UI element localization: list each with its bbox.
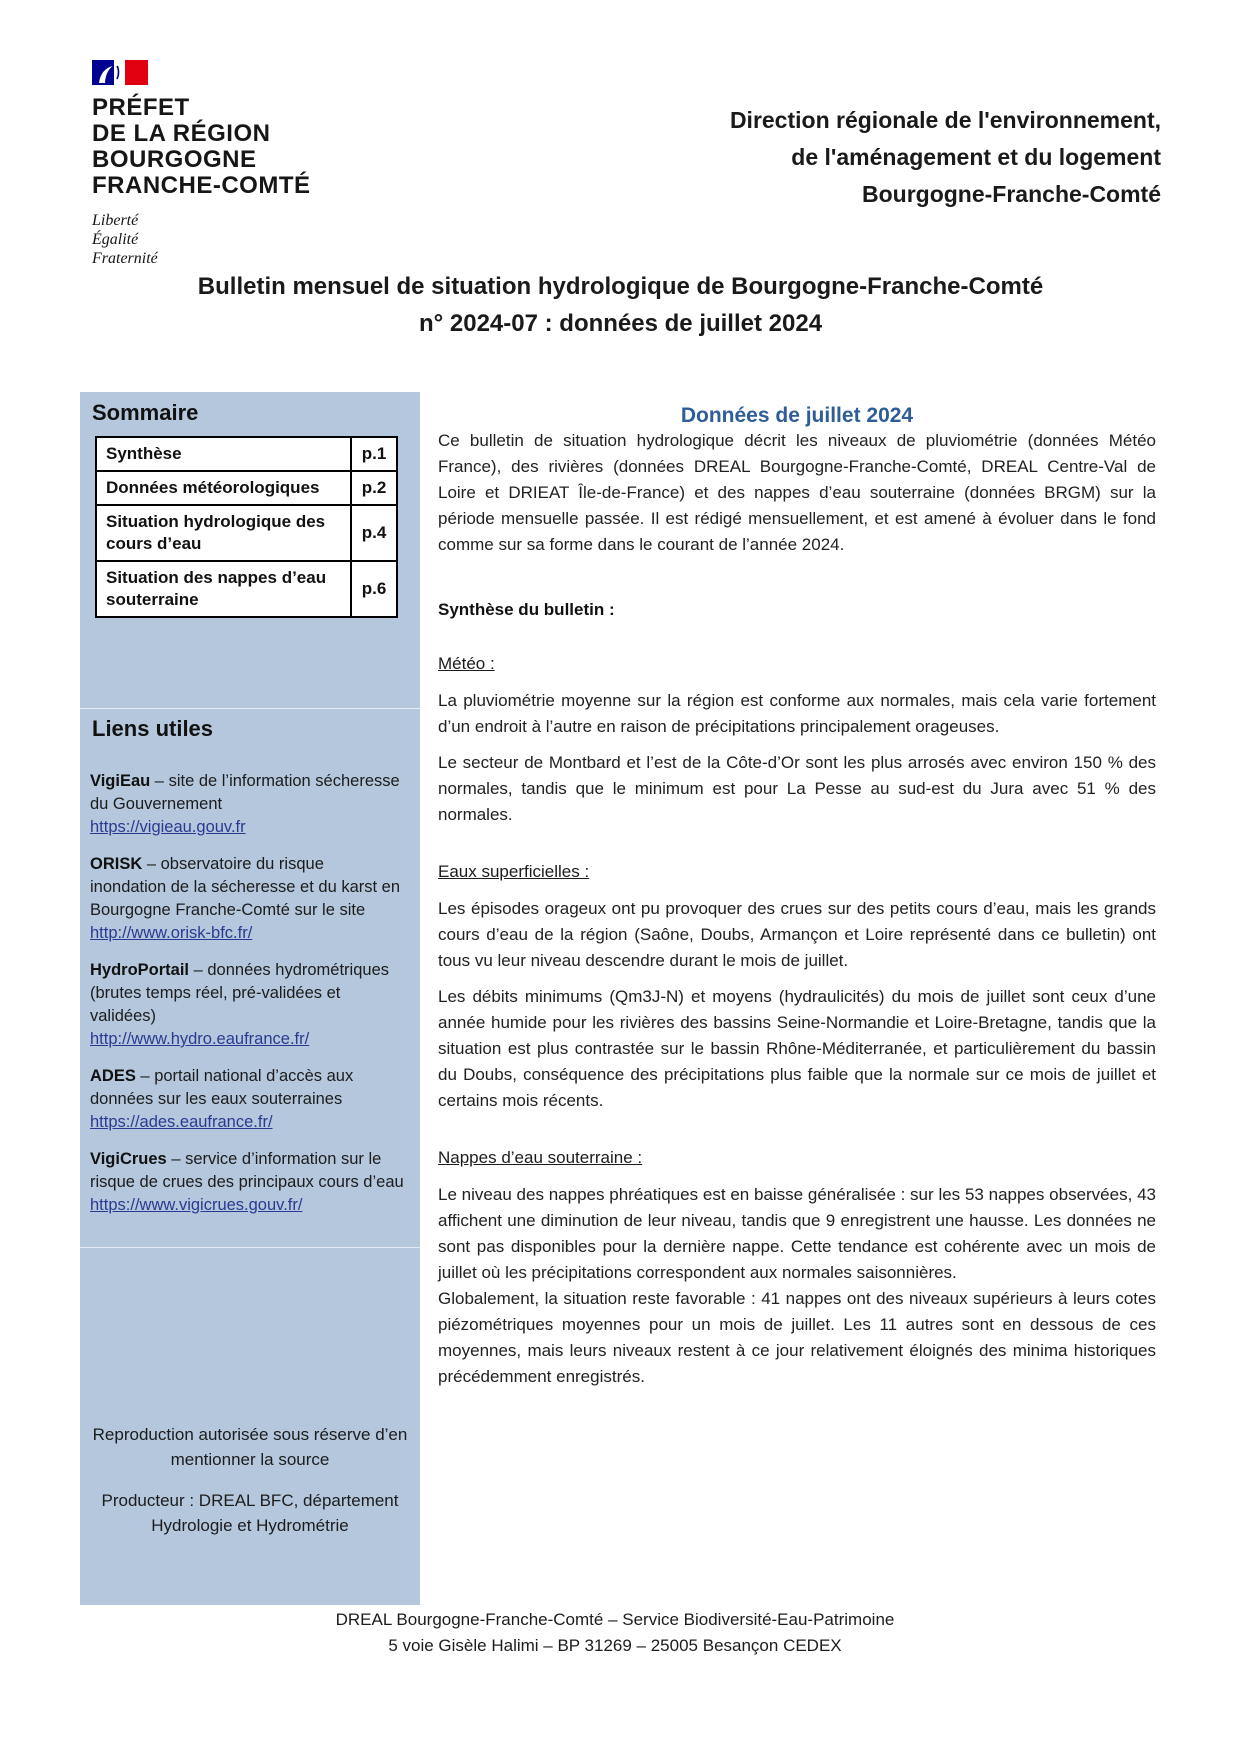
link-name: HydroPortail [90,961,190,979]
sidebar-divider [80,1247,420,1248]
footer-line: 5 voie Gisèle Halimi – BP 31269 – 25005 Besançon CEDEX [388,1636,842,1655]
link-desc: – portail national d’accès aux données sur les eaux souterraines [90,1067,354,1108]
eaux-paragraph: Les épisodes orageux ont pu provoquer des crues sur des petits cours d’eau, mais les grands cours d’eau de la région (Saône, Doubs, Armançon et Loire représenté dans ce bulletin) ont tous vu leur niveau descendre durant le mois de juillet. [438,899,1156,970]
toc-row-nappes [96,561,397,617]
link-url-vigieau[interactable]: https://vigieau.gouv.fr [90,818,246,836]
meteo-paragraph: La pluviométrie moyenne sur la région est conforme aux normales, mais cela varie fortement d’un endroit à l’autre en raison de précipitations principalement orageuses. [438,691,1156,736]
section-title-nappes: Nappes d’eau souterraine : [438,1148,643,1167]
prefet-line: FRANCHE-COMTÉ [92,172,311,199]
link-url-vigicrues[interactable]: https://www.vigicrues.gouv.fr/ [90,1196,303,1214]
prefet-line: PRÉFET [92,94,190,121]
toc-page-number: p.2 [351,471,397,505]
month-heading: Données de juillet 2024 [680,404,914,427]
link-name: ADES [90,1067,136,1085]
prefet-line: DE LA RÉGION [92,120,271,147]
toc-page-number: p.6 [351,561,397,617]
toc-row-meteo [96,471,397,505]
toc-label: Situation hydrologique des cours d’eau [96,505,351,561]
issuing-directorate-header [438,102,1161,213]
intro-paragraph: Ce bulletin de situation hydrologique décrit les niveaux de pluviométrie (données Météo France), des rivières (données DREAL Bourgogne-Franche-Comté, DREAL Centre-Val de Loire et DRIEAT Île-de-France) et des nappes d’eau souterraine (données BRGM) sur la période mensuelle passée. Il est rédigé mensuellement, et est amené à évoluer dans le fond comme sur sa forme dans le courant de l’année 2024. [438,431,1156,554]
link-desc: – observatoire du risque inondation de la sécheresse et du karst en Bourgogne Franche-Comté sur le site [90,855,401,919]
meteo-paragraph: Le secteur de Montbard et l’est de la Côte-d’Or sont les plus arrosés avec environ 150 % des normales, tandis que le minimum est pour La Pesse au sud-est du Jura avec 51 % des normales. [438,753,1156,824]
link-name: VigiEau [90,772,151,790]
nappes-paragraph: Globalement, la situation reste favorable : 41 nappes ont des niveaux supérieurs à leurs cotes piézométriques moyennes pour un mois de juillet. Les 11 autres sont en dessous de ces moyennes, mais leurs niveaux restent à ce jour relativement éloignés des minima historiques précédemment enregistrés. [438,1289,1156,1386]
section-meteo [438,654,1156,828]
toc-label: Synthèse [96,437,351,471]
gov-logo [92,60,392,268]
link-desc: – données hydrométriques (brutes temps réel, pré-validées et validées) [90,961,389,1025]
link-item-orisk [90,853,404,945]
footer-line: DREAL Bourgogne-Franche-Comté – Service Biodiversité-Eau-Patrimoine [335,1610,895,1629]
link-item-hydroportail [90,959,404,1051]
link-desc: – site de l’information sécheresse du Gouvernement [90,772,400,813]
liens-utiles-heading: Liens utiles [92,716,214,741]
directorate-line: Direction régionale de l'environnement, [729,107,1161,133]
prefet-line: BOURGOGNE [92,146,257,173]
motto-line: Liberté [92,212,139,229]
sommaire-heading: Sommaire [92,400,199,425]
document-title-line: n° 2024-07 : données de juillet 2024 [418,310,823,337]
motto-line: Fraternité [92,250,158,267]
link-item-vigieau [90,770,404,839]
link-url-hydroportail[interactable]: http://www.hydro.eaufrance.fr/ [90,1030,310,1048]
link-desc: – service d’information sur le risque de crues des principaux cours d’eau [90,1150,404,1191]
eaux-paragraph: Les débits minimums (Qm3J-N) et moyens (hydraulicités) du mois de juillet sont ceux d’une année humide pour les rivières des bassins Seine-Normandie et Loire-Bretagne, tandis que la situation est plus contrastée sur le bassin Rhône-Méditerranée, et particulièrement du bassin du Doubs, conséquence des précipitations plus faible que la normale sur ce mois de juillet et certains mois récents. [438,987,1156,1110]
useful-links-list [90,770,404,1231]
table-of-contents [95,436,398,618]
section-title-meteo: Météo : [438,654,495,673]
document-title-line: Bulletin mensuel de situation hydrologique de Bourgogne-Franche-Comté [197,273,1044,300]
toc-page-number: p.1 [351,437,397,471]
link-url-orisk[interactable]: http://www.orisk-bfc.fr/ [90,924,253,942]
toc-row-cours-eau [96,505,397,561]
producer-notice: Producteur : DREAL BFC, département Hydrologie et Hydrométrie [101,1491,399,1535]
toc-label: Situation des nappes d’eau souterraine [96,561,351,617]
motto-line: Égalité [92,231,139,248]
link-item-ades [90,1065,404,1134]
link-name: VigiCrues [90,1150,167,1168]
toc-label: Données météorologiques [96,471,351,505]
page-footer [80,1607,1150,1659]
french-flag-icon [92,60,148,85]
section-eaux-superficielles [438,862,1156,1114]
sidebar [80,392,420,1605]
directorate-line: de l'aménagement et du logement [791,144,1161,170]
nappes-paragraph: Le niveau des nappes phréatiques est en baisse généralisée : sur les 53 nappes observées, 43 affichent une diminution de leur niveau, tandis que 9 enregistrent une hausse. Les données ne sont pas disponibles pour la dernière nappe. Cette tendance est cohérente avec un mois de juillet où les précipitations correspondent aux normales saisonnières. [438,1185,1156,1282]
link-item-vigicrues [90,1148,404,1217]
prefet-region-title [92,95,392,199]
document-title [80,268,1161,342]
toc-page-number: p.4 [351,505,397,561]
section-title-eaux: Eaux superficielles : [438,862,590,881]
main-content [438,396,1156,1390]
reproduction-notice: Reproduction autorisée sous réserve d’en mentionner la source [92,1425,408,1469]
sidebar-divider [80,708,420,709]
republic-motto [92,211,392,268]
section-nappes [438,1148,1156,1390]
link-name: ORISK [90,855,143,873]
toc-row-synthese [96,437,397,471]
directorate-line: Bourgogne-Franche-Comté [862,181,1161,207]
synthese-label: Synthèse du bulletin : [438,600,615,619]
link-url-ades[interactable]: https://ades.eaufrance.fr/ [90,1113,273,1131]
